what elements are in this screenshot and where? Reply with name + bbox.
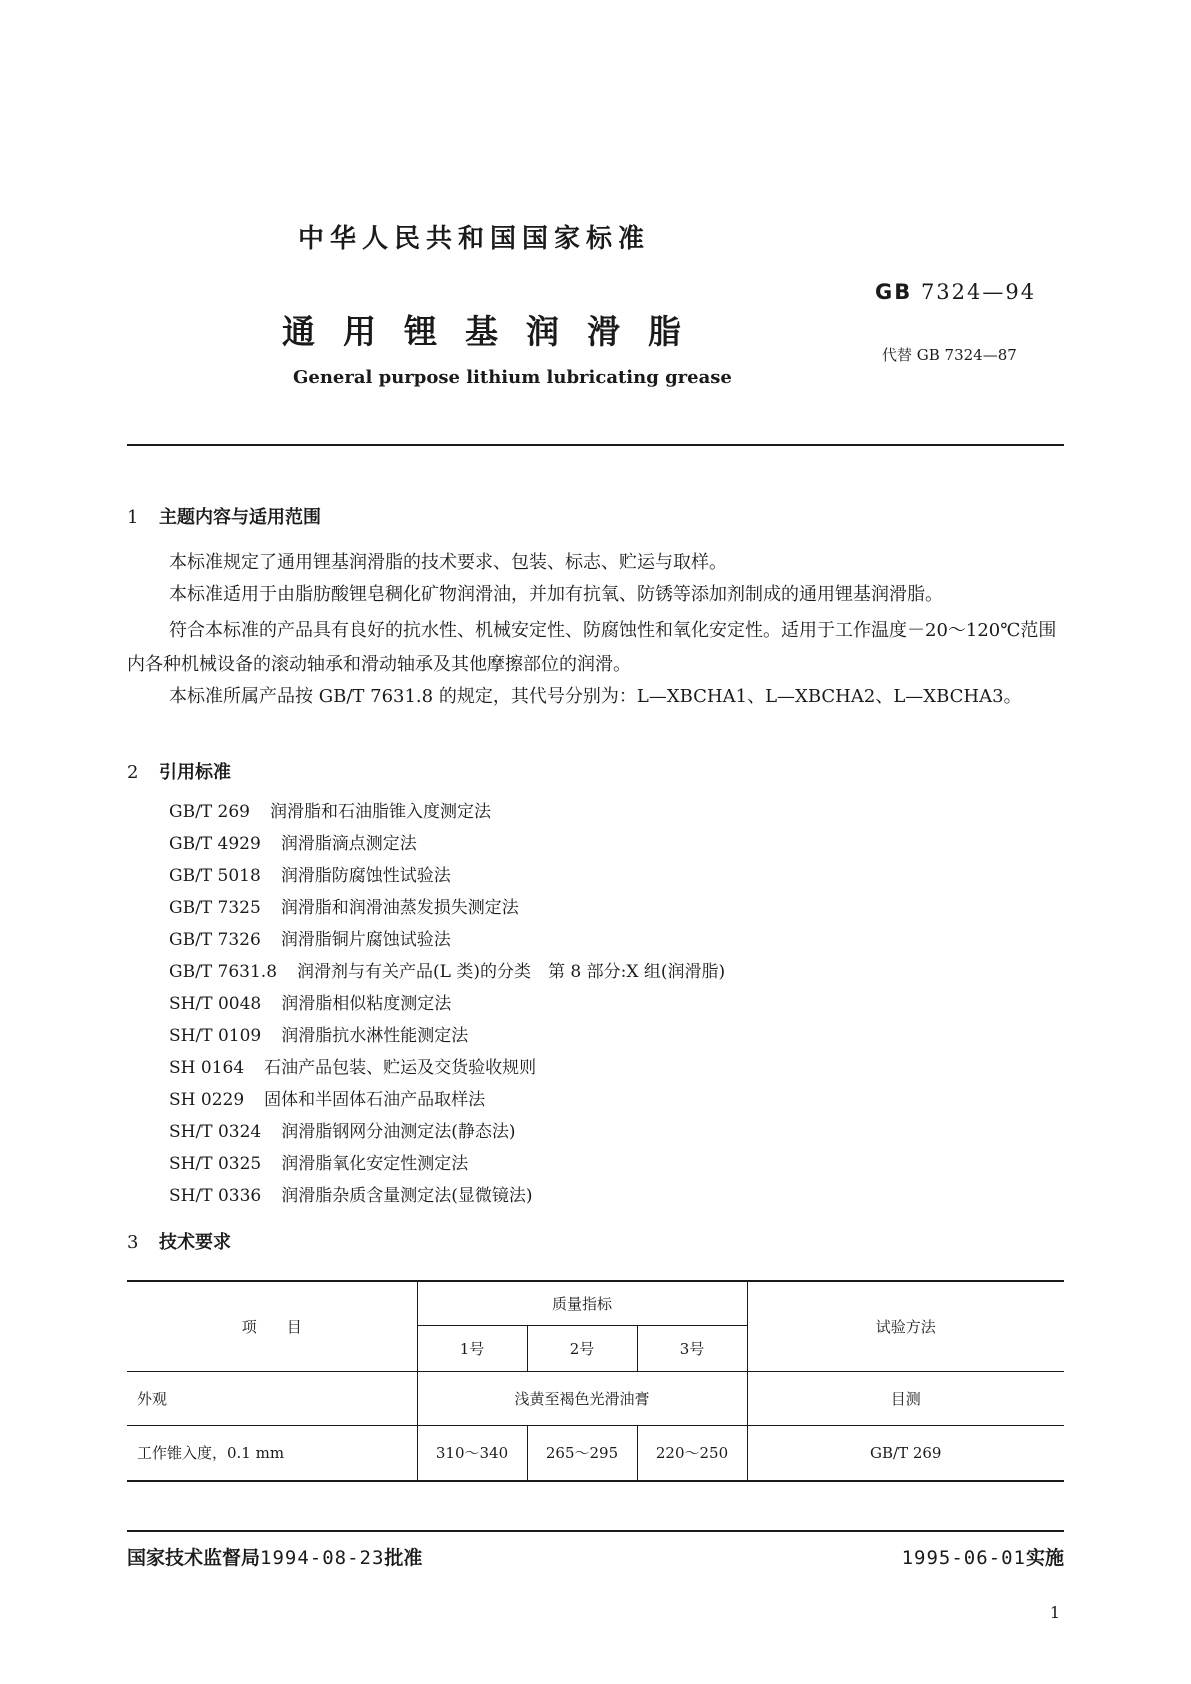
ref-name: 润滑脂和石油脂锥入度测定法 [270, 802, 491, 822]
ref-code: SH 0164 [169, 1058, 245, 1078]
table-cell-value: 310～340 [417, 1425, 527, 1481]
ref-name: 固体和半固体石油产品取样法 [264, 1090, 486, 1110]
list-item [169, 1116, 725, 1148]
ref-name: 润滑脂抗水淋性能测定法 [281, 1026, 469, 1046]
footer-divider [127, 1530, 1064, 1532]
ref-code: GB/T 5018 [169, 866, 261, 886]
list-item [169, 892, 725, 924]
ref-name: 润滑脂滴点测定法 [280, 834, 417, 854]
list-item [169, 1052, 725, 1084]
ref-code: GB/T 7326 [169, 930, 261, 950]
ref-name: 润滑脂杂质含量测定法(显微镜法) [281, 1186, 533, 1206]
list-item [169, 988, 725, 1020]
grade-header: 1号 [417, 1325, 527, 1371]
page-number: 1 [1049, 1603, 1060, 1622]
grade-header: 3号 [637, 1325, 747, 1371]
section-3-heading [127, 1228, 231, 1254]
standard-org-title: 中华人民共和国国家标准 [298, 224, 651, 254]
ref-name: 润滑脂铜片腐蚀试验法 [280, 930, 451, 950]
section-1-title: 主题内容与适用范围 [159, 507, 321, 528]
section-1-number: 1 [127, 507, 139, 528]
table-header-row [127, 1281, 1064, 1325]
section-3-title: 技术要求 [159, 1232, 231, 1253]
effective-line [902, 1543, 1064, 1570]
section-3-number: 3 [127, 1232, 139, 1253]
grade-header: 2号 [527, 1325, 637, 1371]
ref-code: GB/T 269 [169, 802, 250, 822]
table-cell-method: 目测 [747, 1371, 1064, 1425]
list-item [169, 1180, 725, 1212]
section-1-paragraph-3: 符合本标准的产品具有良好的抗水性、机械安定性、防腐蚀性和氧化安定性。适用于工作温度－20～120℃范围内各种机械设备的滚动轴承和滑动轴承及其他摩擦部位的润滑。 [127, 620, 1057, 675]
ref-name: 润滑脂氧化安定性测定法 [281, 1154, 469, 1174]
standard-number [875, 280, 1036, 304]
table-cell-value: 220～250 [637, 1425, 747, 1481]
ref-code: SH/T 0048 [169, 994, 262, 1014]
approved-suffix: 批准 [384, 1547, 423, 1569]
list-item [169, 1020, 725, 1052]
ref-name: 润滑脂防腐蚀性试验法 [280, 866, 451, 886]
referenced-standards-list [169, 796, 725, 1212]
replaces-note: 代替 GB 7324—87 [882, 346, 1017, 364]
list-item [169, 956, 725, 988]
ref-code: SH/T 0336 [169, 1186, 262, 1206]
table-row [127, 1371, 1064, 1425]
technical-requirements-table [127, 1280, 1064, 1482]
ref-name: 石油产品包装、贮运及交货验收规则 [264, 1058, 537, 1078]
ref-code: GB/T 7325 [169, 898, 261, 918]
section-2-heading [127, 758, 231, 784]
ref-name: 润滑脂钢网分油测定法(静态法) [281, 1122, 516, 1142]
document-title-cn: 通用锂基润滑脂 [282, 312, 709, 351]
list-item [169, 1148, 725, 1180]
approved-org: 国家技术监督局 [127, 1547, 261, 1569]
list-item [169, 796, 725, 828]
section-2-title: 引用标准 [159, 762, 231, 783]
document-title-en: General purpose lithium lubricating grease [293, 367, 732, 388]
effective-suffix: 实施 [1025, 1547, 1064, 1569]
header-divider [127, 444, 1064, 446]
table-row [127, 1425, 1064, 1481]
column-header-quality: 质量指标 [417, 1281, 747, 1325]
ref-name: 润滑剂与有关产品(L 类)的分类 第 8 部分:X 组(润滑脂) [297, 962, 726, 982]
ref-code: GB/T 7631.8 [169, 962, 278, 982]
table-cell-item: 外观 [127, 1371, 417, 1425]
table-cell-method: GB/T 269 [747, 1425, 1064, 1481]
ref-code: SH/T 0109 [169, 1026, 262, 1046]
table-cell-item: 工作锥入度，0.1 mm [127, 1425, 417, 1481]
approval-line [127, 1543, 422, 1570]
ref-code: GB/T 4929 [169, 834, 261, 854]
gb-number: 7324—94 [920, 280, 1037, 304]
ref-name: 润滑脂相似粘度测定法 [281, 994, 452, 1014]
column-header-item: 项 目 [127, 1281, 417, 1371]
ref-code: SH/T 0325 [169, 1154, 262, 1174]
section-1-paragraph-1: 本标准规定了通用锂基润滑脂的技术要求、包装、标志、贮运与取样。 [169, 552, 727, 573]
section-1-paragraph-2: 本标准适用于由脂肪酸锂皂稠化矿物润滑油，并加有抗氧、防锈等添加剂制成的通用锂基润滑脂。 [169, 584, 943, 605]
list-item [169, 828, 725, 860]
ref-name: 润滑脂和润滑油蒸发损失测定法 [280, 898, 519, 918]
section-1-paragraph-4: 本标准所属产品按 GB/T 7631.8 的规定，其代号分别为：L—XBCHA1、L—XBCHA2、L—XBCHA3。 [169, 686, 1022, 707]
ref-code: SH/T 0324 [169, 1122, 262, 1142]
table-cell-value: 265～295 [527, 1425, 637, 1481]
ref-code: SH 0229 [169, 1090, 245, 1110]
effective-date: 1995-06-01 [901, 1547, 1026, 1569]
list-item [169, 924, 725, 956]
column-header-method: 试验方法 [747, 1281, 1064, 1371]
approved-date: 1994-08-23 [260, 1547, 385, 1569]
gb-prefix: GB [875, 280, 913, 304]
list-item [169, 860, 725, 892]
list-item [169, 1084, 725, 1116]
section-1-heading [127, 503, 321, 529]
table-cell-value: 浅黄至褐色光滑油膏 [417, 1371, 747, 1425]
section-2-number: 2 [127, 762, 139, 783]
